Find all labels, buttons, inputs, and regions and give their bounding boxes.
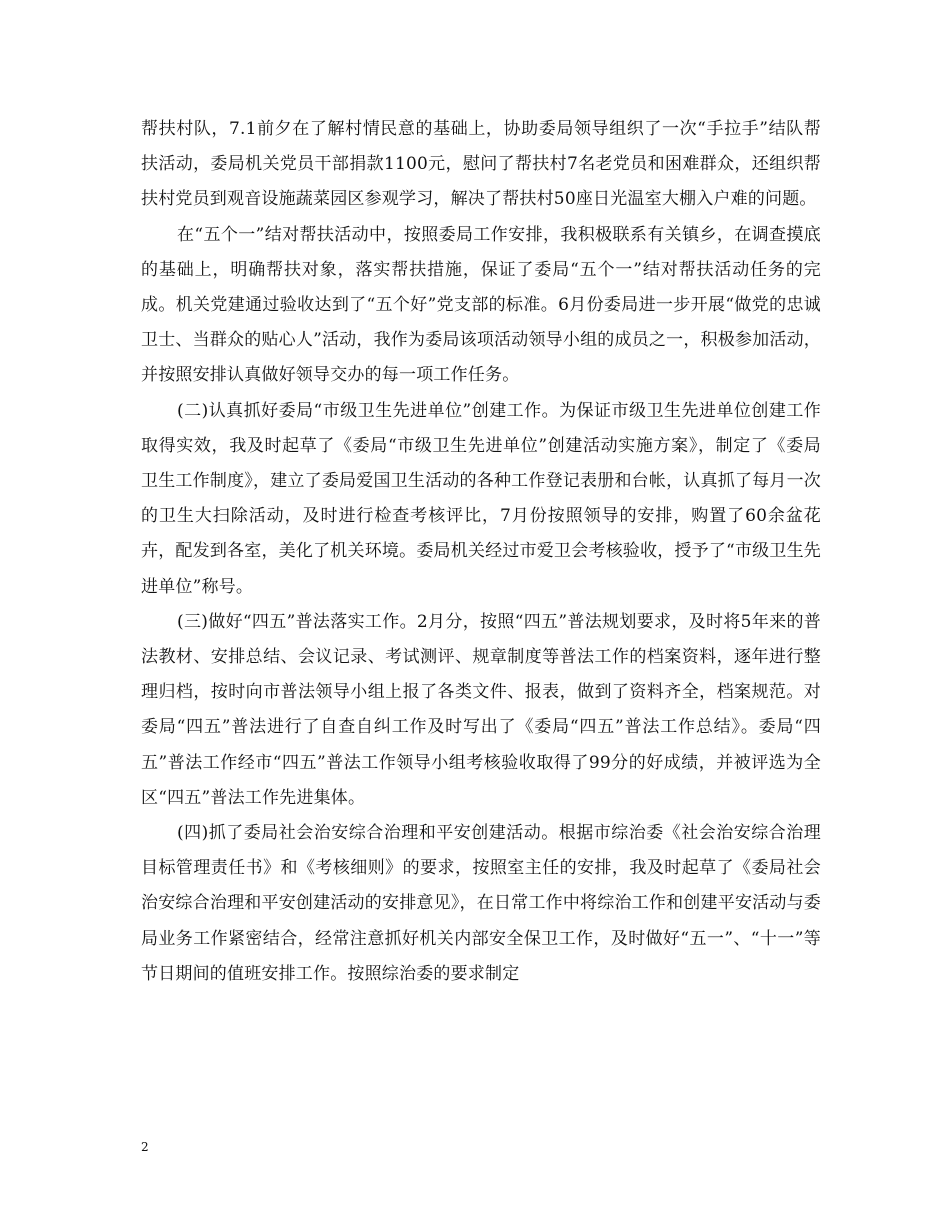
paragraph-public-security: (四)抓了委局社会治安综合治理和平安创建活动。根据市综治委《社会治安综合治理目标管理责任书》和《考核细则》的要求，按照室主任的安排，我及时起草了《委局社会治安综合治理和平安创建活动的安排意见》，在日常工作中将综治工作和创建平安活动与委局业务工作紧密结合，经常注意抓好机关内部安全保卫工作，及时做好“五一”、“十一”等节日期间的值班安排工作。按照综治委的要求制定 [141,823,821,984]
page-number: 2 [141,1140,149,1154]
paragraph-legal-education: (三)做好“四五”普法落实工作。2月分，按照“四五”普法规划要求，及时将5年来的普法教材、安排总结、会议记录、考试测评、规章制度等普法工作的档案资料，逐年进行整理归档，按时向市普法领导小组上报了各类文件、报表，做到了资料齐全，档案规范。对委局“四五”普法进行了自查自纠工作及时写出了《委局“四五”普法工作总结》。委局“四五”普法工作经市“四五”普法工作领导小组考核验收取得了99分的好成绩，并被评选为全区“四五”普法工作先进集体。 [141,611,821,808]
paragraph-continuation: 帮扶村队，7.1前夕在了解村情民意的基础上，协助委局领导组织了一次“手拉手”结队帮扶活动，委局机关党员干部捐款1100元，慰问了帮扶村7名老党员和困难群众，还组织帮扶村党员到观音设施蔬菜园区参观学习，解决了帮扶村50座日光温室大棚入户难的问题。 [141,119,821,210]
paragraph-sanitation: (二)认真抓好委局“市级卫生先进单位”创建工作。为保证市级卫生先进单位创建工作取得实效，我及时起草了《委局“市级卫生先进单位”创建活动实施方案》，制定了《委局卫生工作制度》，建立了委局爱国卫生活动的各种工作登记表册和台帐，认真抓了每月一次的卫生大扫除活动，及时进行检查考核评比，7月份按照领导的安排，购置了60余盆花卉，配发到各室，美化了机关环境。委局机关经过市爱卫会考核验收，授予了“市级卫生先进单位”称号。 [141,400,821,597]
paragraph-five-ones: 在“五个一”结对帮扶活动中，按照委局工作安排，我积极联系有关镇乡，在调查摸底的基础上，明确帮扶对象，落实帮扶措施，保证了委局“五个一”结对帮扶活动任务的完成。机关党建通过验收达到了“五个好”党支部的标准。6月份委局进一步开展“做党的忠诚卫士、当群众的贴心人”活动，我作为委局该项活动领导小组的成员之一，积极参加活动，并按照安排认真做好领导交办的每一项工作任务。 [141,224,821,386]
body-text [141,112,821,992]
